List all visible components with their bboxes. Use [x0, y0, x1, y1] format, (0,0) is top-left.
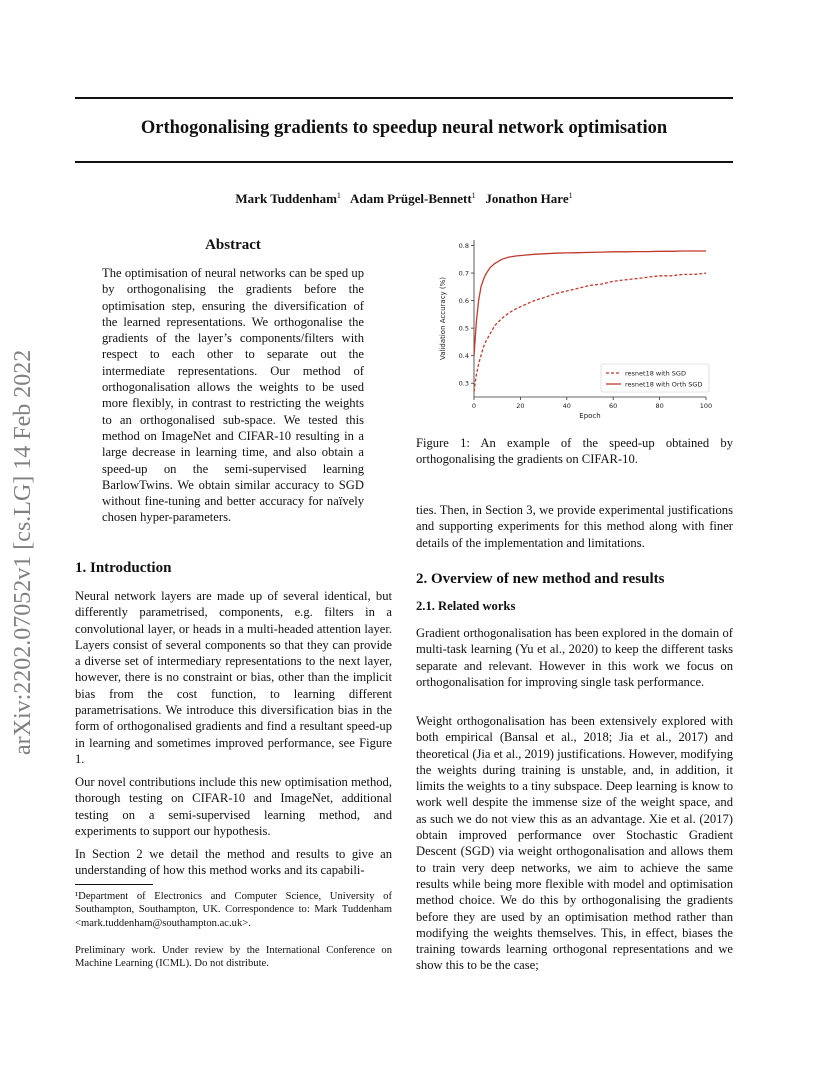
intro-paragraph-3: In Section 2 we detail the method and results to give an understanding of how this method works and its capabili-: [75, 847, 392, 878]
intro-heading: 1. Introduction: [75, 560, 172, 576]
figure-1-caption: Figure 1: An example of the speed-up obtained by orthogonalising the gradients on CIFAR-10.: [416, 436, 733, 467]
x-tick-label: 100: [699, 402, 713, 410]
title-rule: [75, 161, 733, 163]
intro-paragraph-2: Our novel contributions include this new optimisation method, thorough testing on CIFAR-10 and ImageNet, additional testing on a semi-supervised learning method, and experiments to support our hypothesis.: [75, 775, 392, 838]
x-tick-label: 0: [471, 402, 477, 410]
y-tick-label: 0.8: [458, 242, 469, 251]
arxiv-stamp: arXiv:2202.07052v1 [cs.LG] 14 Feb 2022: [10, 349, 36, 755]
legend-label: resnet18 with Orth SGD: [625, 380, 703, 389]
paper-title: Orthogonalising gradients to speedup neural network optimisation: [140, 118, 668, 138]
x-tick-label: 40: [562, 402, 571, 410]
affiliation-footnote: ¹Department of Electronics and Computer Science, University of Southampton, Southampton, UK. Correspondence to: Mark Tuddenham <mark.tuddenham@southampton.ac.uk>.: [75, 891, 392, 929]
author-affiliation-mark: 1: [568, 191, 573, 200]
author-affiliation-mark: 1: [471, 191, 476, 200]
author-affiliation-mark: 1: [336, 191, 341, 200]
y-tick-label: 0.5: [458, 324, 469, 333]
y-tick-label: 0.7: [458, 269, 469, 278]
subsection-2-1-heading: 2.1. Related works: [416, 599, 516, 613]
related-works-paragraph-2: Weight orthogonalisation has been extensively explored with both empirical (Bansal et al., 2018; Jia et al., 2017) and theoretical (Jia et al., 2019) justifications. However, modifying the weights during training is unstable, and, in addition, it limits the weights to a tiny subspace. Deep learning is know to work well despite the immense size of the weight space, and as such we do not view this as an advantage. Xie et al. (2017) obtain improved performance over Stochastic Gradient Descent (SGD) via weight orthogonalisation and allows them to train very deep networks, we aim to achieve the same results while being more flexible with model and optimisation method choice. We do this by orthogonalising the gradients before they are used by an optimisation method rather than modifying the weights themselves. This, in effect, biases the training towards learning orthogonal representations and we show this to be the case;: [416, 714, 733, 973]
figure-1-chart: [418, 232, 734, 422]
top-rule: [75, 97, 733, 99]
abstract-heading: Abstract: [205, 237, 261, 253]
x-axis-label: Epoch: [579, 412, 601, 420]
preliminary-note: Preliminary work. Under review by the International Conference on Machine Learning (ICML). Do not distribute.: [75, 945, 392, 970]
author-name: Jonathon Hare: [485, 191, 569, 206]
continued-paragraph: ties. Then, in Section 3, we provide experimental justifications and supporting experiments for this method along with finer details of the implementation and limitations.: [416, 503, 733, 550]
x-tick-label: 60: [609, 402, 618, 410]
series-line-1: [474, 251, 706, 356]
related-works-paragraph-1: Gradient orthogonalisation has been explored in the domain of multi-task learning (Yu et al., 2020) to keep the different tasks separate and relevant. However in this work we focus on orthogonalisation for improving single task performance.: [416, 626, 733, 689]
y-tick-label: 0.3: [458, 379, 469, 388]
abstract-text: The optimisation of neural networks can be sped up by orthogonalising the gradients before the optimisation step, ensuring the diversification of the learned representations. We orthogonalise the gradients of the layer’s components/filters with respect to each other to separate out the intermediate representations. Our method of orthogonalisation allows the weights to be used more flexibly, in contrast to restricting the weights to an orthogonalised sub-space. We tested this method on ImageNet and CIFAR-10 resulting in a large decrease in learning time, and also obtain a speed-up on the semi-supervised learning BarlowTwins. We obtain similar accuracy to SGD without fine-tuning and better accuracy for naïvely chosen hyper-parameters.: [102, 266, 364, 525]
section-2-heading: 2. Overview of new method and results: [416, 571, 665, 587]
author-list: [75, 191, 733, 207]
author-name: Mark Tuddenham: [235, 191, 337, 206]
y-axis-label: Validation Accuracy (%): [439, 276, 447, 361]
intro-paragraph-1: Neural network layers are made up of several identical, but differently parametrised, components, e.g. filters in a convolutional layer, or heads in a multi-headed attention layer. Layers consist of several components so that they can provide a diverse set of intermediary representations to the next layer, however, there is no constraint or bias, other than the implicit bias from the cost function, to learning different parametrisations. We introduce this diversification bias in the form of orthogonalised gradients and find a resultant speed-up in learning and sometimes improved performance, see Figure 1.: [75, 589, 392, 766]
x-tick-label: 20: [516, 402, 525, 410]
author-name: Adam Prügel-Bennett: [349, 191, 472, 206]
x-tick-label: 80: [655, 402, 664, 410]
legend-label: resnet18 with SGD: [625, 369, 686, 378]
footnote-rule: [75, 884, 153, 885]
y-tick-label: 0.6: [458, 297, 469, 306]
y-tick-label: 0.4: [458, 352, 469, 361]
